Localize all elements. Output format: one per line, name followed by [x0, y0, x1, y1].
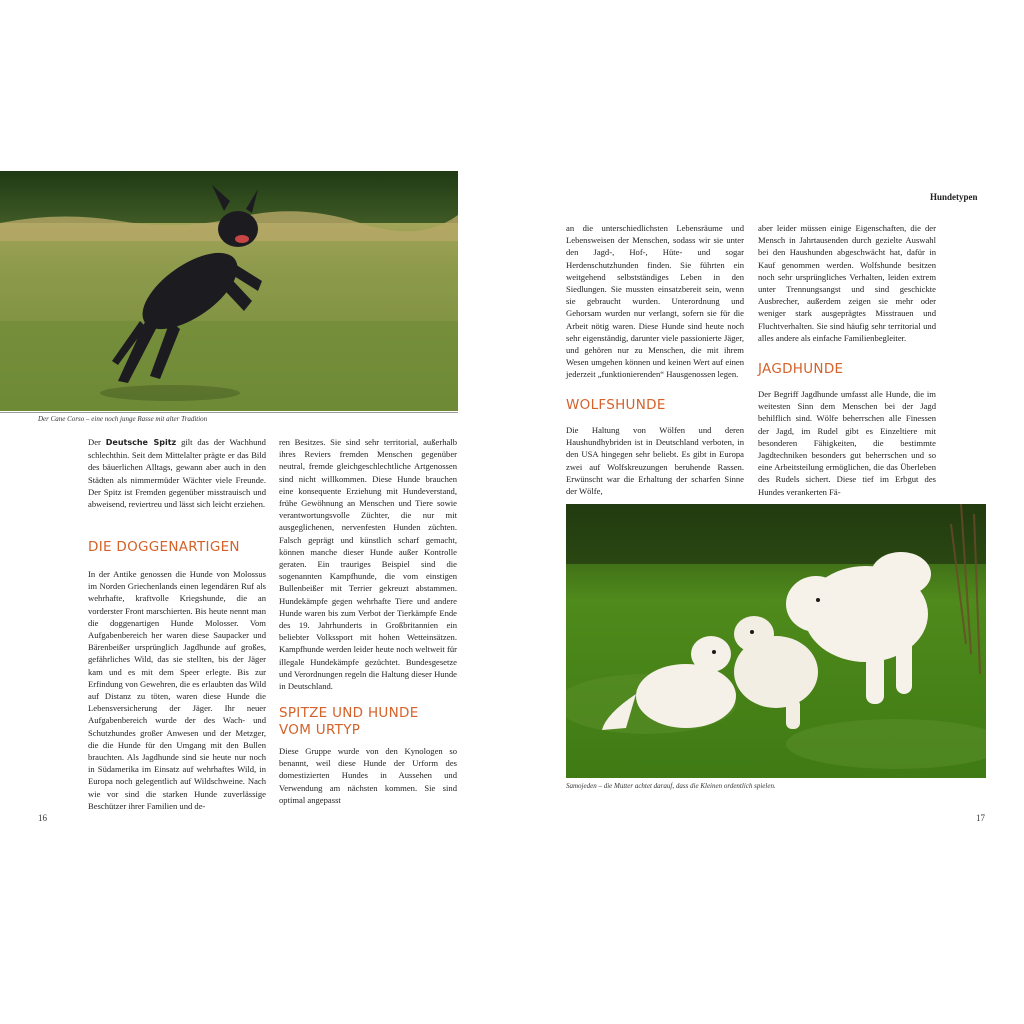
- heading-wolfshunde: WOLFSHUNDE: [566, 397, 666, 413]
- paragraph-wolfshunde: Die Haltung von Wölfen und deren Haushundhybriden ist in Deutschland verboten, in den USA hingegen sehr beliebt. Es gibt in Europa zwei auf Wolfskreuzungen beruhende Rassen. Erwünscht war die Erhaltung der scharfen Sinne der Wölfe,: [566, 425, 744, 497]
- paragraph-urtyp: Diese Gruppe wurde von den Kynologen so benannt, weil diese Hunde der Urform des domestizierten Hundes in Aussehen und Verwendung am nächsten kommen. Sie sind optimal angepasst: [279, 746, 457, 805]
- caption-rule: [0, 412, 458, 413]
- column-2-cont: [279, 745, 457, 806]
- photo-caption-samojeden: Samojeden – die Mutter achtet darauf, dass die Kleinen ordentlich spielen.: [566, 782, 776, 790]
- photo-cane-corso: [0, 171, 458, 411]
- paragraph-molosser-cont: ren Besitzes. Sie sind sehr territorial, außerhalb ihres Reviers fremden Menschen gegenüber neutral, fremde gleichgeschlechtliche Artgenossen sind nicht willkommen. Diese Hunde brauchen eine konsequente Erziehung mit Hundeverstand, frühe Gewöhnung an Menschen und Tiere sowie verantwortungsvolle Züchter, die nur mit ausgeglichenen, nervenfesten Hunden züchten. Falsch geprägt und künstlich scharf gemacht, können manche dieser Hunde außer Kontrolle geraten. Ein trauriges Beispiel sind die sogenannten Kampfhunde, die vom einstigen Bullenbeißer mit Terrier gekreuzt abstammen. Hundekämpfe gegen wehrhafte Tiere und andere Hunde waren bis zum Verbot der Tierkämpfe Ende des 19. Jahrhunderts in Großbritannien ein beliebter Volkssport mit hohen Wetteinsätzen. Kampfhunde werden leider heute noch weltweit für illegale Hundekämpfe gezüchtet. Bundesgesetze und Verordnungen regeln die Haltung dieser Hunde in Deutschland.: [279, 437, 457, 692]
- text-lead: Der: [88, 437, 106, 447]
- heading-spitze-line2: VOM URTYP: [279, 722, 361, 738]
- heading-doggenartigen: DIE DOGGENARTIGEN: [88, 539, 240, 555]
- column-4: [758, 222, 936, 344]
- paragraph-urtyp-cont: an die unterschiedlichsten Lebensräume und Lebensweisen der Menschen, sodass wir sie unter den Jagd-, Hof-, Hüte- und sogar Herdenschutzhunden finden. Sie führten ein weitgehend selbstständiges Leben in den Siedlungen. Sie mussten einsatzbereit sein, wenn sie gebraucht wurden. Unterordnung und Gehorsam wurden nur verlangt, sofern sie für die Arbeit nötig waren. Diese Hunde sind heute noch sehr eigenständig, darunter viele passionierte Jäger, und gehören nur zu Menschen, die mit ihrem Wesen umgehen können und keinen Wert auf einen jederzeit „funktionierenden“ Hausgenossen legen.: [566, 223, 744, 380]
- column-1: [88, 436, 266, 510]
- column-2: [279, 436, 457, 692]
- heading-spitze: [279, 705, 419, 739]
- paragraph-deutscher-spitz: [88, 436, 266, 510]
- column-1-cont: [88, 568, 266, 812]
- photo-samojeden: [566, 504, 986, 778]
- paragraph-jagdhunde: Der Begriff Jagdhunde umfasst alle Hunde, die im weitesten Sinn dem Menschen bei der Jagd behilflich sind. Wölfe beherrschen alle Finessen der Jagd, im Rudel gibt es Einzeltiere mit besonderen Fähigkeiten, die bestimmte Jagdtechniken besonders gut beherrschen und so eine Arbeitsteilung ermöglichen, die das Überleben des Rudels sichert. Diese tief im Erbgut des Hundes verankerten Fä-: [758, 389, 936, 497]
- text-rest: gilt das der Wachhund schlechthin. Seit dem Mittelalter prägte er das Bild des bäuerlichen Alltags, gewann aber auch in den Städten als nimmermüder Wächter viele Freunde. Der Spitz ist Fremden gegenüber misstrauisch und abweisend, reviertreu und lässt sich leicht erziehen.: [88, 437, 266, 510]
- column-3: [566, 222, 744, 381]
- heading-jagdhunde: JAGDHUNDE: [758, 361, 844, 377]
- paragraph-wolfshunde-cont: aber leider müssen einige Eigenschaften, die der Mensch in Jahrtausenden durch gezielte Auswahl bei den Haushunden abgeschwächt hat, dafür in Kauf genommen werden. Wolfshunde besitzen noch sehr ursprüngliches Verhalten, leiden extrem unter Trennungsangst und sind geschickte Ausbrecher, außerdem zeigen sie mehr oder weniger stark ausgeprägtes Misstrauen und Fluchtverhalten. Sie sind häufig sehr territorial und alles andere als einfache Familienbegleiter.: [758, 223, 936, 343]
- term-deutscher-spitz: Deutsche Spitz: [105, 438, 177, 447]
- paragraph-doggenartigen: In der Antike genossen die Hunde von Molossus im Norden Griechenlands einen legendären Ruf als wehrhafte, kraftvolle Kriegshunde, die an vorderster Front marschierten. Bis heute nennt man die doggenartigen Hunde Molosser. Vom Aufgabenbereich her waren diese Saupacker und Bärenbeißer ursprünglich Jagdhunde auf großes, gefährliches Wild, das sie stellten, bis der Jäger kam und es mit dem Speer erlegte. Bis zur Erfindung von Gewehren, die es erlaubten das Wild auf Distanz zu töten, waren diese Hunde die Lebensversicherung der Jäger. Ihr neuer Aufgabenbereich wurde der des Wach- und Schutzhundes großer Anwesen und der Metzger, die die Hunde für den Umgang mit den Bullen brauchten. Als Jagdhunde sind sie heute nur noch in Südamerika im Einsatz auf wehrhaftes Wild, in Europa noch gelegentlich auf Wildschweine. Nach wie vor sind die starken Hunde zuverlässige Beschützer ihrer Familien und de-: [88, 569, 267, 811]
- column-4-cont: [758, 388, 936, 498]
- page-number-right: 17: [976, 813, 985, 823]
- heading-spitze-line1: SPITZE UND HUNDE: [279, 705, 419, 721]
- photo-caption-cane-corso: Der Cane Corso – eine noch junge Rasse mit alter Tradition: [38, 415, 208, 423]
- column-3-cont: [566, 424, 744, 497]
- running-header: Hundetypen: [930, 192, 978, 202]
- page-number-left: 16: [38, 813, 47, 823]
